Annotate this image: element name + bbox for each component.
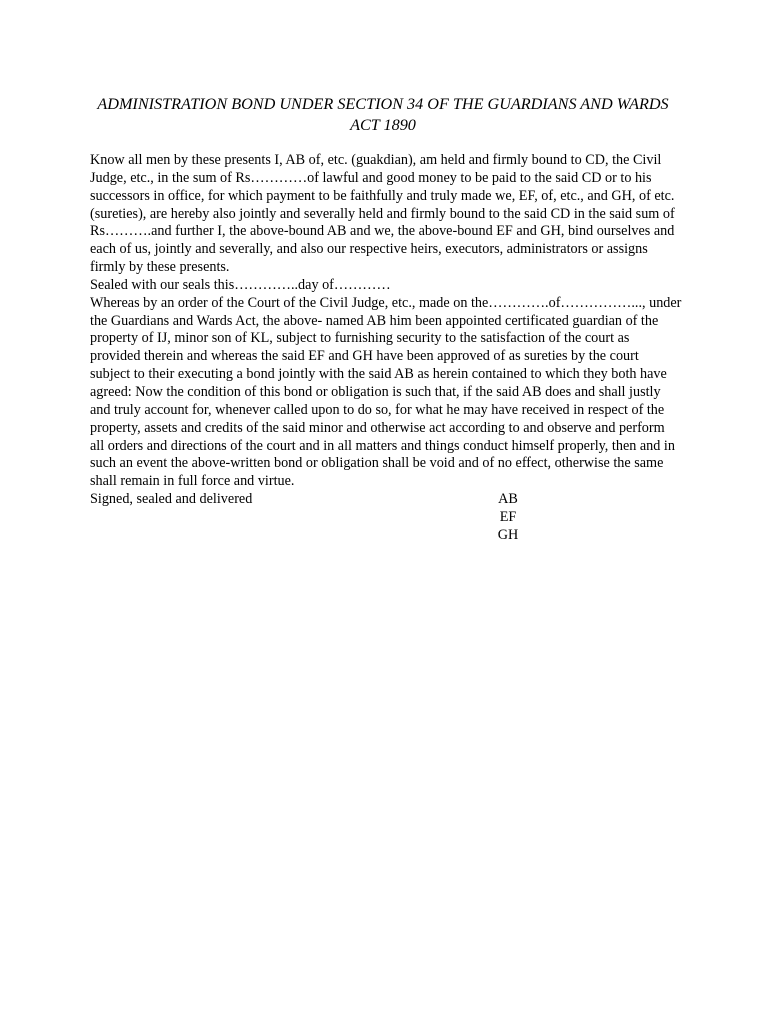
document-title: ADMINISTRATION BOND UNDER SECTION 34 OF THE GUARDIANS AND WARDS ACT 1890 [97,95,669,134]
signatory-ef: EF [499,508,517,525]
signature-line-text: Signed, sealed and delivered [90,491,253,508]
condition-paragraph: Whereas by an order of the Court of the Civil Judge, etc., made on the………….of……………..., under the Guardians and Wards Act, the above- named AB him been appointed certificated guardian of the property of IJ, minor son of KL, subject to furnishing security to the satisfaction of the court as provided therein and whereas the said EF and GH have been approved of as sureties by the court subject to their executing a bond jointly with the said AB as herein contained to which they both have agreed: Now the condition of this bond or obligation is such that, if the said AB does and shall justly and truly account for, whenever called upon to do so, for what he may have received in respect of the property, assets and credits of the said minor and otherwise act according to and observe and perform all orders and directions of the court and in all matters and things conduct himself properly, then and in such an event the above-written bond or obligation shall be void and of no effect, otherwise the same shall remain in full force and virtue. [90,294,682,490]
bond-paragraph: Know all men by these presents I, AB of, etc. (guakdian), am held and firmly bound to CD, the Civil Judge, etc., in the sum of Rs…………of lawful and good money to be paid to the said CD or to his successors in office, for which payment to be faithfully and truly made we, EF, of, etc., and GH, of etc. (sureties), are hereby also jointly and severally held and firmly bound to the said CD in the said sum of Rs……….and further I, the above-bound AB and we, the above-bound EF and GH, bind ourselves and each of us, jointly and severally, and also our respective heirs, executors, administrators or assigns firmly by these presents. [90,152,675,276]
document-body [90,152,682,545]
signatory-gh: GH [497,526,519,543]
signature-row-1 [90,491,682,509]
signature-row-2 [90,509,682,527]
signatory-ab: AB [498,491,518,508]
signature-row-3 [90,527,682,545]
seal-line: Sealed with our seals this…………..day of………… [90,276,391,293]
